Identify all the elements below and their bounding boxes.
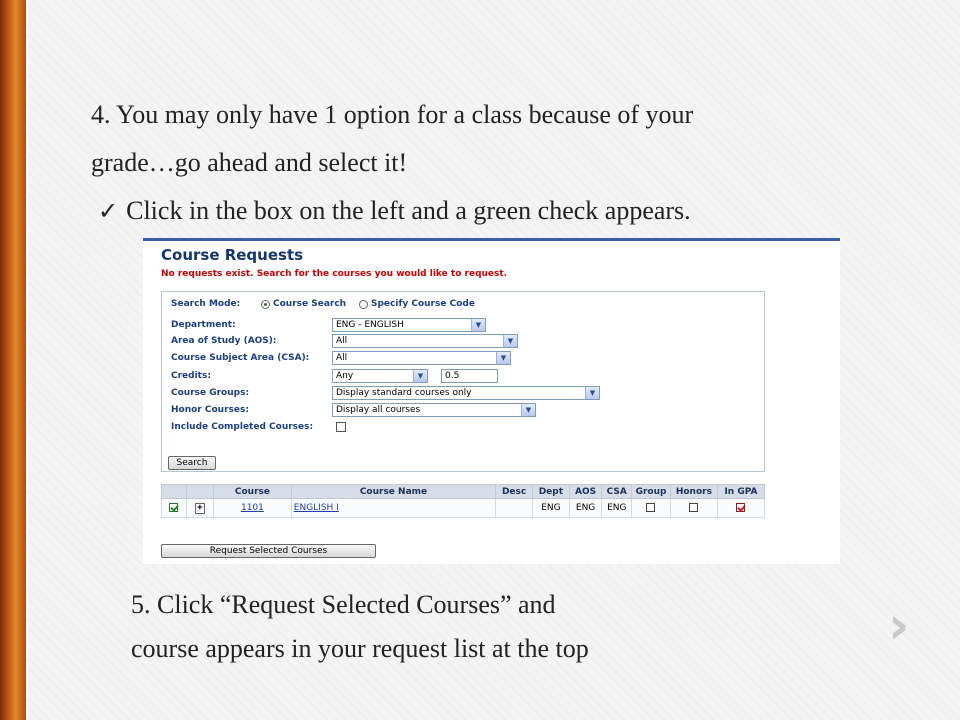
course-search-radio-label: Course Search [273,299,347,309]
course-groups-label: Course Groups: [171,388,250,398]
request-selected-courses-button[interactable]: Request Selected Courses [161,544,376,558]
course-code-cell [214,499,292,518]
credits-operator-select[interactable] [332,369,428,383]
aos-label: Area of Study (AOS): [171,336,277,346]
search-button[interactable]: Search [168,456,216,470]
course-results-table [161,484,765,518]
credits-input[interactable]: 0.5 [441,369,498,383]
checkmark-bullet-icon: ✓ [98,197,119,225]
specify-course-code-radio-label: Specify Course Code [371,299,475,309]
desc-cell [496,499,533,518]
csa-select[interactable] [332,351,511,365]
chevron-down-icon: ▼ [503,335,517,347]
chevron-down-icon: ▼ [521,404,535,416]
expand-plus-icon[interactable]: + [197,502,203,513]
in-gpa-checkbox [736,503,745,512]
department-label: Department: [171,320,236,330]
group-cell [632,499,671,518]
course-groups-select[interactable] [332,386,600,400]
department-select[interactable] [332,318,486,332]
course-search-radio[interactable] [261,300,270,309]
include-completed-label: Include Completed Courses: [171,422,314,432]
csa-label: Course Subject Area (CSA): [171,353,310,363]
screenshot-top-border [143,238,840,241]
expand-column-header [186,485,214,499]
aos-select[interactable] [332,334,518,348]
step4-text-line1: 4. You may only have 1 option for a class because of your [91,100,694,129]
honors-cell [670,499,717,518]
expand-cell [186,499,214,518]
search-mode-label: Search Mode: [171,299,241,309]
bullet-instruction-text: Click in the box on the left and a green check appears. [126,196,691,225]
page-title: Course Requests [161,246,304,264]
desc-column-header: Desc [496,485,533,499]
aos-value: All [336,336,348,346]
department-value: ENG - ENGLISH [336,320,404,330]
in-gpa-column-header: In GPA [717,485,764,499]
step5-text-line2: course appears in your request list at the top [131,634,589,663]
course-column-header: Course [214,485,292,499]
course-groups-value: Display standard courses only [336,388,472,398]
select-column-header [162,485,187,499]
group-checkbox [646,503,655,512]
select-course-checkbox[interactable] [169,503,178,512]
group-column-header: Group [632,485,671,499]
no-requests-message: No requests exist. Search for the courses you would like to request. [161,269,508,279]
chevron-down-icon: ▼ [496,352,510,364]
accent-bar-divider [26,0,28,720]
table-header-row [162,485,765,499]
step4-text-line2: grade…go ahead and select it! [91,148,408,177]
table-row [162,499,765,518]
chevron-down-icon: ▼ [585,387,599,399]
next-slide-chevron-icon[interactable]: › [888,596,910,656]
honor-courses-value: Display all courses [336,405,421,415]
dept-column-header: Dept [532,485,569,499]
course-code-link[interactable]: 1101 [240,503,264,513]
csa-cell: ENG [602,499,632,518]
honors-checkbox [689,503,698,512]
dept-cell: ENG [532,499,569,518]
specify-course-code-radio[interactable] [359,300,368,309]
in-gpa-cell [717,499,764,518]
chevron-down-icon: ▼ [413,370,427,382]
course-requests-screenshot [143,238,840,564]
select-cell [162,499,187,518]
csa-value: All [336,353,348,363]
step5-text-line1: 5. Click “Request Selected Courses” and [131,590,556,619]
honor-courses-select[interactable] [332,403,536,417]
honors-column-header: Honors [670,485,717,499]
credits-label: Credits: [171,371,211,381]
chevron-down-icon: ▼ [471,319,485,331]
accent-bar [0,0,26,720]
course-name-column-header: Course Name [291,485,495,499]
honor-courses-label: Honor Courses: [171,405,249,415]
csa-column-header: CSA [602,485,632,499]
course-name-cell [291,499,495,518]
aos-column-header: AOS [569,485,602,499]
include-completed-checkbox[interactable] [336,422,346,432]
course-name-link[interactable]: ENGLISH I [293,503,339,513]
bullet-instruction [98,196,691,226]
search-form [161,291,765,472]
aos-cell: ENG [569,499,602,518]
credits-operator-value: Any [336,371,354,381]
